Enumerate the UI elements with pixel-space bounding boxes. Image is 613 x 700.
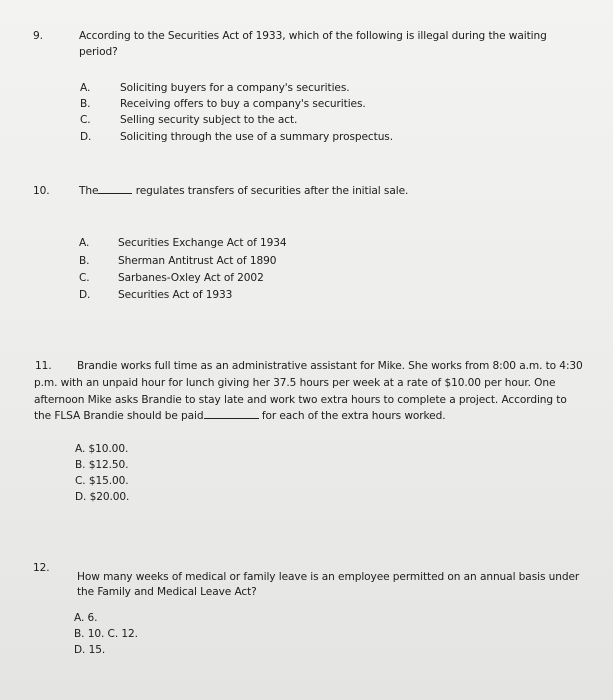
q11-line2: p.m. with an unpaid hour for lunch giving her 37.5 hours per week at a rate of $10.00 per hour. One [34, 377, 556, 389]
q10-question [79, 183, 408, 199]
q9-question-line2: period? [79, 46, 118, 58]
q10-option-c-letter: C. [79, 272, 90, 284]
q11-option-a: A. $10.00. [75, 443, 129, 455]
q10-option-d-letter: D. [79, 289, 91, 301]
q9-option-d-text: Soliciting through the use of a summary prospectus. [120, 131, 393, 143]
q9-number: 9. [33, 30, 43, 42]
q9-option-a-letter: A. [80, 82, 91, 94]
q9-option-b-text: Receiving offers to buy a company's securities. [120, 98, 366, 110]
q9-option-d-letter: D. [80, 131, 92, 143]
q10-option-d-text: Securities Act of 1933 [118, 289, 233, 301]
q11-option-c: C. $15.00. [75, 475, 129, 487]
q11-option-d: D. $20.00. [75, 491, 130, 503]
q10-question-after: regulates transfers of securities after the initial sale. [135, 185, 409, 197]
q10-number: 10. [33, 185, 50, 197]
q10-option-b-letter: B. [79, 255, 90, 267]
q11-line1: Brandie works full time as an administrative assistant for Mike. She works from 8:00 a.m. to 4:30 [77, 360, 583, 372]
q10-option-a-letter: A. [79, 237, 90, 249]
q10-question-before: The [79, 185, 99, 197]
q12-option-b-c: B. 10. C. 12. [74, 628, 138, 640]
q10-option-b-text: Sherman Antitrust Act of 1890 [118, 255, 277, 267]
q10-option-c-text: Sarbanes-Oxley Act of 2002 [118, 272, 264, 284]
q11-option-b: B. $12.50. [75, 459, 129, 471]
q9-option-a-text: Soliciting buyers for a company's securities. [120, 82, 350, 94]
q11-line4-before: the FLSA Brandie should be paid [34, 410, 204, 422]
q9-option-c-text: Selling security subject to the act. [120, 114, 298, 126]
q9-option-b-letter: B. [80, 98, 91, 110]
q10-option-a-text: Securities Exchange Act of 1934 [118, 237, 287, 249]
q12-option-d: D. 15. [74, 644, 106, 656]
q11-line4-after: for each of the extra hours worked. [261, 410, 446, 422]
q11-number: 11. [35, 360, 52, 372]
q11-line4 [34, 408, 445, 424]
q9-question-line1: According to the Securities Act of 1933, which of the following is illegal during the waiting [79, 30, 547, 42]
q12-option-a: A. 6. [74, 612, 98, 624]
q12-number: 12. [33, 562, 50, 574]
q12-line2: the Family and Medical Leave Act? [77, 586, 257, 598]
q11-answer-blank [204, 408, 259, 419]
q9-option-c-letter: C. [80, 114, 91, 126]
q11-line3: afternoon Mike asks Brandie to stay late and work two extra hours to complete a project. According to [34, 394, 567, 406]
q10-answer-blank [98, 183, 132, 194]
q12-line1: How many weeks of medical or family leave is an employee permitted on an annual basis under [77, 571, 580, 583]
